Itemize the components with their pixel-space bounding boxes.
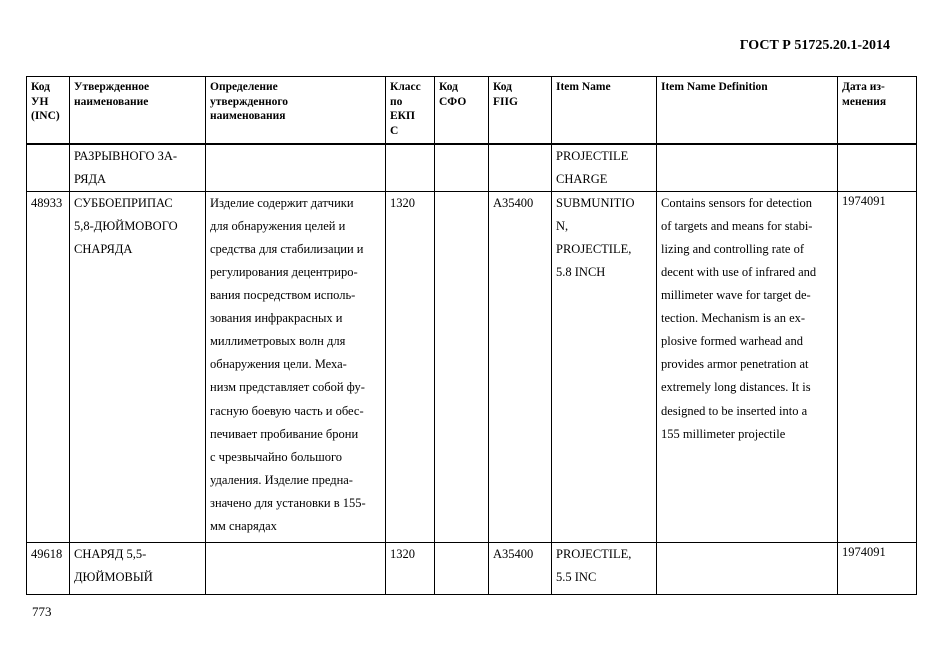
item-name-definition-cell <box>657 144 838 192</box>
table-row <box>27 542 917 594</box>
definition-cell <box>206 542 386 594</box>
standard-designation: ГОСТ Р 51725.20.1-2014 <box>739 38 890 53</box>
class-cell: 1320 <box>386 542 435 594</box>
approved-name-cell: СНАРЯД 5,5- ДЮЙМОВЫЙ <box>70 542 206 594</box>
table-row <box>27 191 917 542</box>
item-name-cell: SUBMUNITIO N, PROJECTILE, 5.8 INCH <box>552 191 657 542</box>
approved-name-cell: РАЗРЫВНОГО ЗА- РЯДА <box>70 144 206 192</box>
col-header-inc: Код УН (INC) <box>27 77 70 144</box>
col-header-fiig: Код FIIG <box>489 77 552 144</box>
fiig-cell: A35400 <box>489 542 552 594</box>
date-cell <box>838 144 917 192</box>
inc-cell <box>27 144 70 192</box>
inc-cell: 49618 <box>27 542 70 594</box>
date-cell: 1974091 <box>838 191 917 542</box>
sfo-cell <box>435 542 489 594</box>
fiig-cell <box>489 144 552 192</box>
inc-cell: 48933 <box>27 191 70 542</box>
date-cell: 1974091 <box>838 542 917 594</box>
nomenclature-table <box>26 76 917 595</box>
class-cell <box>386 144 435 192</box>
item-name-definition-cell <box>657 542 838 594</box>
sfo-cell <box>435 144 489 192</box>
approved-name-cell: СУББОЕПРИПАС 5,8-ДЮЙМОВОГО СНАРЯДА <box>70 191 206 542</box>
col-header-item-name-definition: Item Name Definition <box>657 77 838 144</box>
table-row <box>27 144 917 192</box>
col-header-class: Класс по ЕКП С <box>386 77 435 144</box>
definition-cell <box>206 144 386 192</box>
fiig-cell: A35400 <box>489 191 552 542</box>
class-cell: 1320 <box>386 191 435 542</box>
item-name-cell: PROJECTILE CHARGE <box>552 144 657 192</box>
item-name-definition-cell: Contains sensors for detection of targets and means for stabi- lizing and controlling rate of decent with use of infrared and millimeter wave for target de- tection. Mechanism is an ex- plosive formed warhead and provides armor penetration at extremely long distances. It is designed to be inserted into a 155 millimeter projectile <box>657 191 838 542</box>
col-header-sfo: Код СФО <box>435 77 489 144</box>
item-name-cell: PROJECTILE, 5.5 INC <box>552 542 657 594</box>
page-number: 773 <box>32 604 52 619</box>
col-header-definition: Определение утвержденного наименования <box>206 77 386 144</box>
col-header-approved-name: Утвержденное наименование <box>70 77 206 144</box>
table-header-row <box>27 77 917 144</box>
col-header-item-name: Item Name <box>552 77 657 144</box>
sfo-cell <box>435 191 489 542</box>
definition-cell: Изделие содержит датчики для обнаружения целей и средства для стабилизации и регулирования децентриро- вания посредством исполь- зования инфракрасных и миллиметровых волн для обнаружения цели. Меха- низм представляет собой фу- гасную боевую часть и обес- печивает пробивание брони с чрезвычайно большого удаления. Изделие предна- значено для установки в 155- мм снарядах <box>206 191 386 542</box>
col-header-date: Дата из- менения <box>838 77 917 144</box>
